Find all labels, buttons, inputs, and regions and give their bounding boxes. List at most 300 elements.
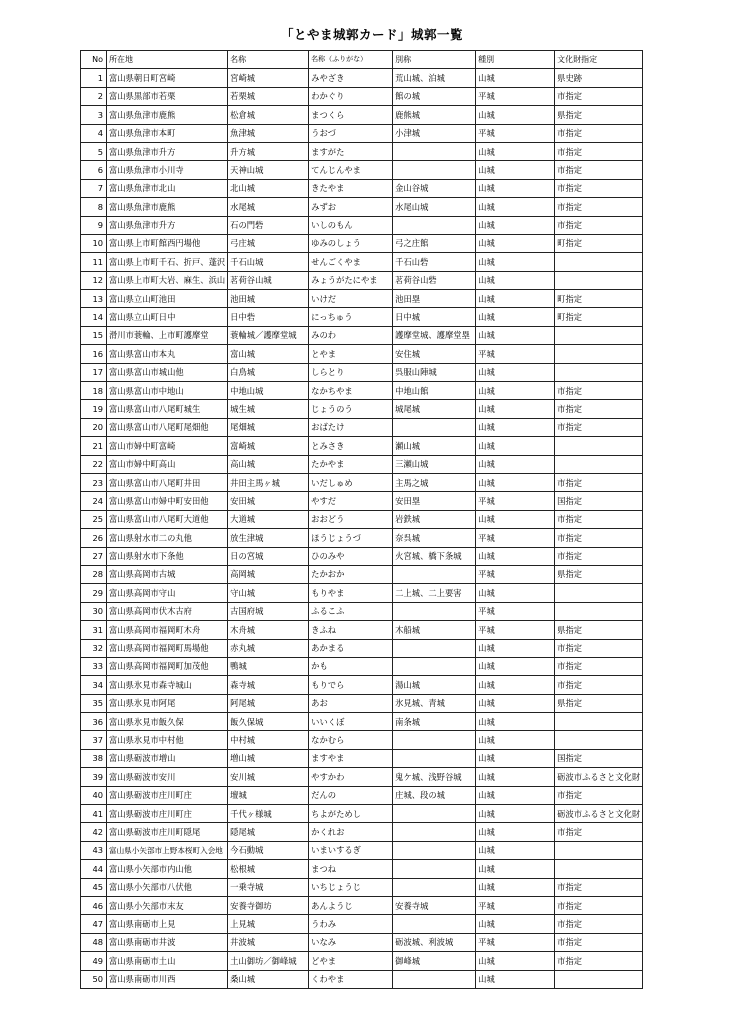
cell-reading: みやざき: [309, 69, 393, 87]
table-row: [81, 437, 643, 455]
castle-list-table: [80, 50, 643, 989]
cell-reading: やすだ: [309, 492, 393, 510]
table-row: [81, 216, 643, 234]
cell-no: 6: [81, 161, 107, 179]
table-row: [81, 768, 643, 786]
cell-type: 平城: [476, 529, 555, 547]
cell-location: 富山県上市町大岩、麻生、浜山: [107, 271, 228, 289]
cell-type: 山城: [476, 694, 555, 712]
cell-name: 安田城: [228, 492, 309, 510]
table-row: [81, 124, 643, 142]
cell-reading: てんじんやま: [309, 161, 393, 179]
table-row: [81, 841, 643, 859]
cell-alias: 三瀬山城: [393, 455, 476, 473]
cell-type: 山城: [476, 271, 555, 289]
cell-name: 桑山城: [228, 970, 309, 988]
cell-reading: ひのみや: [309, 547, 393, 565]
cell-cultural: 町指定: [555, 234, 643, 252]
cell-no: 44: [81, 860, 107, 878]
cell-alias: [393, 657, 476, 675]
cell-no: 5: [81, 142, 107, 160]
cell-location: 富山県富山市八尾町尾畑他: [107, 418, 228, 436]
cell-reading: みょうがたにやま: [309, 271, 393, 289]
table-row: [81, 400, 643, 418]
cell-alias: 水尾山城: [393, 198, 476, 216]
cell-name: 茗荷谷山城: [228, 271, 309, 289]
cell-cultural: 市指定: [555, 547, 643, 565]
header-name: 名称: [228, 51, 309, 69]
cell-no: 47: [81, 915, 107, 933]
cell-name: 若栗城: [228, 87, 309, 105]
cell-type: 山城: [476, 841, 555, 859]
cell-cultural: 市指定: [555, 933, 643, 951]
table-row: [81, 639, 643, 657]
cell-no: 19: [81, 400, 107, 418]
cell-no: 36: [81, 713, 107, 731]
cell-location: 富山県朝日町宮崎: [107, 69, 228, 87]
cell-alias: 池田塁: [393, 290, 476, 308]
cell-name: 守山城: [228, 584, 309, 602]
cell-no: 13: [81, 290, 107, 308]
page-title: 「とやま城郭カード」城郭一覧: [280, 27, 463, 42]
table-row: [81, 326, 643, 344]
cell-type: 山城: [476, 455, 555, 473]
cell-type: 平城: [476, 565, 555, 583]
cell-alias: [393, 841, 476, 859]
cell-location: 富山県砺波市庄川町庄: [107, 786, 228, 804]
table-row: [81, 933, 643, 951]
cell-reading: くわやま: [309, 970, 393, 988]
cell-no: 8: [81, 198, 107, 216]
cell-reading: まつくら: [309, 106, 393, 124]
cell-reading: にっちゅう: [309, 308, 393, 326]
cell-reading: どやま: [309, 952, 393, 970]
cell-reading: いだしゅめ: [309, 473, 393, 491]
cell-no: 32: [81, 639, 107, 657]
cell-name: 井波城: [228, 933, 309, 951]
cell-type: 山城: [476, 786, 555, 804]
cell-no: 42: [81, 823, 107, 841]
cell-location: 富山県魚津市小川寺: [107, 161, 228, 179]
cell-no: 27: [81, 547, 107, 565]
table-row: [81, 142, 643, 160]
cell-cultural: 市指定: [555, 657, 643, 675]
cell-alias: 茗荷谷山砦: [393, 271, 476, 289]
cell-name: 中村城: [228, 731, 309, 749]
cell-location: 富山県南砺市川西: [107, 970, 228, 988]
cell-alias: 鬼ケ城、浅野谷城: [393, 768, 476, 786]
cell-no: 16: [81, 345, 107, 363]
cell-name: 日中砦: [228, 308, 309, 326]
cell-cultural: 市指定: [555, 823, 643, 841]
cell-location: 富山県富山市中地山: [107, 382, 228, 400]
cell-alias: 安田塁: [393, 492, 476, 510]
cell-location: 富山県富山市城山他: [107, 363, 228, 381]
cell-location: 富山県南砺市上見: [107, 915, 228, 933]
cell-reading: うおづ: [309, 124, 393, 142]
cell-type: 山城: [476, 234, 555, 252]
cell-cultural: [555, 345, 643, 363]
cell-no: 1: [81, 69, 107, 87]
cell-type: 山城: [476, 584, 555, 602]
cell-alias: 千石山砦: [393, 253, 476, 271]
cell-alias: [393, 915, 476, 933]
table-row: [81, 805, 643, 823]
cell-location: 富山県立山町池田: [107, 290, 228, 308]
cell-name: 今石動城: [228, 841, 309, 859]
cell-type: 山城: [476, 418, 555, 436]
cell-no: 23: [81, 473, 107, 491]
cell-reading: まつね: [309, 860, 393, 878]
cell-type: 山城: [476, 400, 555, 418]
cell-location: 富山県氷見市森寺城山: [107, 676, 228, 694]
cell-location: 富山県魚津市北山: [107, 179, 228, 197]
cell-name: 富崎城: [228, 437, 309, 455]
cell-name: 一乗寺城: [228, 878, 309, 896]
cell-location: 富山市婦中町高山: [107, 455, 228, 473]
table-row: [81, 915, 643, 933]
cell-name: 木舟城: [228, 621, 309, 639]
cell-reading: なかちやま: [309, 382, 393, 400]
cell-alias: 安養寺城: [393, 896, 476, 914]
cell-reading: いまいするぎ: [309, 841, 393, 859]
cell-type: 平城: [476, 621, 555, 639]
cell-alias: 小津城: [393, 124, 476, 142]
cell-type: 山城: [476, 657, 555, 675]
cell-no: 15: [81, 326, 107, 344]
cell-cultural: 市指定: [555, 639, 643, 657]
cell-name: 放生津城: [228, 529, 309, 547]
cell-cultural: [555, 860, 643, 878]
cell-alias: 二上城、二上要害: [393, 584, 476, 602]
table-row: [81, 179, 643, 197]
table-row: [81, 547, 643, 565]
cell-no: 10: [81, 234, 107, 252]
cell-name: 富山城: [228, 345, 309, 363]
table-row: [81, 896, 643, 914]
header-no: No: [81, 51, 107, 69]
cell-reading: あお: [309, 694, 393, 712]
cell-cultural: [555, 713, 643, 731]
cell-name: 弓庄城: [228, 234, 309, 252]
cell-location: 富山県富山市八尾町大道他: [107, 510, 228, 528]
cell-location: 富山県魚津市升方: [107, 216, 228, 234]
table-row: [81, 713, 643, 731]
cell-location: 富山県射水市二の丸他: [107, 529, 228, 547]
cell-location: 富山市婦中町富崎: [107, 437, 228, 455]
cell-cultural: 市指定: [555, 400, 643, 418]
table-row: [81, 345, 643, 363]
cell-type: 山城: [476, 768, 555, 786]
cell-reading: もりでら: [309, 676, 393, 694]
cell-reading: ますやま: [309, 749, 393, 767]
cell-name: 白鳥城: [228, 363, 309, 381]
table-row: [81, 69, 643, 87]
cell-type: 山城: [476, 473, 555, 491]
cell-type: 平城: [476, 492, 555, 510]
cell-type: 山城: [476, 161, 555, 179]
cell-location: 富山県富山市本丸: [107, 345, 228, 363]
cell-no: 2: [81, 87, 107, 105]
cell-no: 46: [81, 896, 107, 914]
cell-cultural: 市指定: [555, 216, 643, 234]
cell-location: 富山県上市町館西円場他: [107, 234, 228, 252]
cell-name: 千代ヶ様城: [228, 805, 309, 823]
cell-cultural: [555, 253, 643, 271]
table-row: [81, 492, 643, 510]
cell-cultural: [555, 970, 643, 988]
cell-type: 山城: [476, 878, 555, 896]
cell-cultural: 市指定: [555, 198, 643, 216]
table-row: [81, 271, 643, 289]
cell-alias: [393, 731, 476, 749]
cell-reading: たかやま: [309, 455, 393, 473]
cell-reading: とやま: [309, 345, 393, 363]
cell-reading: おばたけ: [309, 418, 393, 436]
cell-type: 平城: [476, 602, 555, 620]
cell-name: 赤丸城: [228, 639, 309, 657]
cell-alias: [393, 970, 476, 988]
cell-type: 山城: [476, 253, 555, 271]
cell-cultural: 県史跡: [555, 69, 643, 87]
cell-no: 12: [81, 271, 107, 289]
cell-name: 千石山城: [228, 253, 309, 271]
cell-alias: [393, 418, 476, 436]
cell-location: 富山県砺波市増山: [107, 749, 228, 767]
cell-location: 富山県立山町日中: [107, 308, 228, 326]
cell-name: 宮崎城: [228, 69, 309, 87]
cell-reading: かも: [309, 657, 393, 675]
cell-location: 富山県魚津市鹿熊: [107, 198, 228, 216]
cell-type: 山城: [476, 823, 555, 841]
header-type: 種別: [476, 51, 555, 69]
cell-reading: せんごくやま: [309, 253, 393, 271]
cell-alias: 瀬山城: [393, 437, 476, 455]
table-row: [81, 786, 643, 804]
cell-location: 富山県高岡市福岡町馬場他: [107, 639, 228, 657]
header-alias: 別称: [393, 51, 476, 69]
cell-cultural: [555, 602, 643, 620]
cell-cultural: 町指定: [555, 290, 643, 308]
cell-location: 富山県氷見市中村他: [107, 731, 228, 749]
cell-reading: いなみ: [309, 933, 393, 951]
cell-name: 城生城: [228, 400, 309, 418]
cell-reading: かくれお: [309, 823, 393, 841]
cell-type: 山城: [476, 676, 555, 694]
table-row: [81, 676, 643, 694]
cell-name: 天神山城: [228, 161, 309, 179]
cell-reading: とみさき: [309, 437, 393, 455]
cell-type: 山城: [476, 69, 555, 87]
cell-cultural: [555, 455, 643, 473]
cell-location: 富山県南砺市土山: [107, 952, 228, 970]
cell-cultural: 市指定: [555, 952, 643, 970]
cell-type: 山城: [476, 731, 555, 749]
cell-name: 増山城: [228, 749, 309, 767]
cell-name: 高山城: [228, 455, 309, 473]
cell-cultural: 市指定: [555, 896, 643, 914]
cell-no: 22: [81, 455, 107, 473]
cell-reading: いいくぼ: [309, 713, 393, 731]
table-row: [81, 418, 643, 436]
cell-location: 富山県砺波市安川: [107, 768, 228, 786]
table-row: [81, 253, 643, 271]
cell-type: 山城: [476, 713, 555, 731]
table-row: [81, 510, 643, 528]
cell-no: 33: [81, 657, 107, 675]
cell-alias: 護摩堂城、護摩堂塁: [393, 326, 476, 344]
cell-cultural: [555, 731, 643, 749]
cell-name: 中地山城: [228, 382, 309, 400]
cell-no: 25: [81, 510, 107, 528]
cell-alias: 岩鉄城: [393, 510, 476, 528]
cell-reading: わかぐり: [309, 87, 393, 105]
cell-reading: ますがた: [309, 142, 393, 160]
cell-name: 鴨城: [228, 657, 309, 675]
cell-location: 富山県高岡市守山: [107, 584, 228, 602]
cell-no: 43: [81, 841, 107, 859]
cell-no: 11: [81, 253, 107, 271]
cell-type: 山城: [476, 382, 555, 400]
cell-alias: [393, 860, 476, 878]
cell-cultural: 市指定: [555, 473, 643, 491]
cell-cultural: 市指定: [555, 786, 643, 804]
cell-reading: おおどう: [309, 510, 393, 528]
cell-type: 山城: [476, 952, 555, 970]
cell-location: 富山県上市町千石、折戸、蓬沢: [107, 253, 228, 271]
cell-alias: [393, 749, 476, 767]
cell-cultural: 市指定: [555, 878, 643, 896]
cell-type: 山城: [476, 805, 555, 823]
header-cultural: 文化財指定: [555, 51, 643, 69]
cell-reading: ふるこふ: [309, 602, 393, 620]
cell-cultural: 県指定: [555, 694, 643, 712]
cell-reading: なかむら: [309, 731, 393, 749]
cell-name: 森寺城: [228, 676, 309, 694]
cell-alias: 城尾城: [393, 400, 476, 418]
cell-no: 49: [81, 952, 107, 970]
cell-no: 35: [81, 694, 107, 712]
cell-reading: じょうのう: [309, 400, 393, 418]
cell-alias: [393, 639, 476, 657]
table-row: [81, 290, 643, 308]
cell-no: 18: [81, 382, 107, 400]
cell-cultural: 市指定: [555, 161, 643, 179]
cell-reading: いちじょうじ: [309, 878, 393, 896]
cell-alias: 主馬之城: [393, 473, 476, 491]
cell-alias: 木船城: [393, 621, 476, 639]
header-row: [81, 51, 643, 69]
table-row: [81, 234, 643, 252]
cell-name: 松倉城: [228, 106, 309, 124]
cell-type: 山城: [476, 970, 555, 988]
cell-reading: ほうじょうづ: [309, 529, 393, 547]
cell-reading: みずお: [309, 198, 393, 216]
cell-type: 山城: [476, 915, 555, 933]
cell-name: 上見城: [228, 915, 309, 933]
cell-type: 山城: [476, 547, 555, 565]
cell-location: 富山県砺波市庄川町隠尾: [107, 823, 228, 841]
cell-cultural: [555, 437, 643, 455]
cell-location: 富山県氷見市阿尾: [107, 694, 228, 712]
cell-reading: うわみ: [309, 915, 393, 933]
cell-no: 28: [81, 565, 107, 583]
cell-no: 48: [81, 933, 107, 951]
cell-cultural: 県指定: [555, 565, 643, 583]
cell-cultural: 市指定: [555, 87, 643, 105]
cell-alias: [393, 216, 476, 234]
cell-no: 29: [81, 584, 107, 602]
table-row: [81, 878, 643, 896]
cell-location: 富山県高岡市福岡町木舟: [107, 621, 228, 639]
table-row: [81, 198, 643, 216]
cell-no: 50: [81, 970, 107, 988]
cell-no: 17: [81, 363, 107, 381]
table-row: [81, 363, 643, 381]
cell-no: 30: [81, 602, 107, 620]
cell-type: 山城: [476, 326, 555, 344]
cell-reading: しらとり: [309, 363, 393, 381]
table-row: [81, 749, 643, 767]
table-row: [81, 731, 643, 749]
cell-no: 14: [81, 308, 107, 326]
cell-type: 平城: [476, 896, 555, 914]
cell-location: 富山県小矢部市末友: [107, 896, 228, 914]
header-reading: 名称（ふりがな）: [309, 51, 393, 69]
cell-name: 安養寺御坊: [228, 896, 309, 914]
cell-type: 平城: [476, 124, 555, 142]
cell-name: 水尾城: [228, 198, 309, 216]
table-row: [81, 602, 643, 620]
cell-reading: きたやま: [309, 179, 393, 197]
cell-location: 富山県富山市八尾町井田: [107, 473, 228, 491]
table-row: [81, 694, 643, 712]
cell-location: 富山県富山市八尾町城生: [107, 400, 228, 418]
cell-cultural: 砺波市ふるさと文化財: [555, 768, 643, 786]
cell-cultural: 市指定: [555, 142, 643, 160]
cell-name: 阿尾城: [228, 694, 309, 712]
cell-cultural: 市指定: [555, 510, 643, 528]
cell-cultural: 市指定: [555, 418, 643, 436]
cell-alias: 庄城、段の城: [393, 786, 476, 804]
cell-reading: やすかわ: [309, 768, 393, 786]
cell-name: 魚津城: [228, 124, 309, 142]
cell-alias: 館の城: [393, 87, 476, 105]
cell-cultural: 市指定: [555, 676, 643, 694]
cell-no: 39: [81, 768, 107, 786]
cell-reading: たかおか: [309, 565, 393, 583]
table-row: [81, 161, 643, 179]
cell-name: 飯久保城: [228, 713, 309, 731]
table-row: [81, 529, 643, 547]
cell-type: 山城: [476, 363, 555, 381]
cell-type: 山城: [476, 198, 555, 216]
cell-name: 升方城: [228, 142, 309, 160]
cell-reading: いしのもん: [309, 216, 393, 234]
cell-name: 土山御坊／御峰城: [228, 952, 309, 970]
cell-name: 北山城: [228, 179, 309, 197]
table-row: [81, 621, 643, 639]
cell-no: 37: [81, 731, 107, 749]
cell-no: 31: [81, 621, 107, 639]
cell-type: 平城: [476, 933, 555, 951]
cell-cultural: 市指定: [555, 915, 643, 933]
cell-alias: 荒山城、泊城: [393, 69, 476, 87]
cell-alias: 御峰城: [393, 952, 476, 970]
table-row: [81, 106, 643, 124]
cell-reading: ちよがためし: [309, 805, 393, 823]
table-row: [81, 970, 643, 988]
